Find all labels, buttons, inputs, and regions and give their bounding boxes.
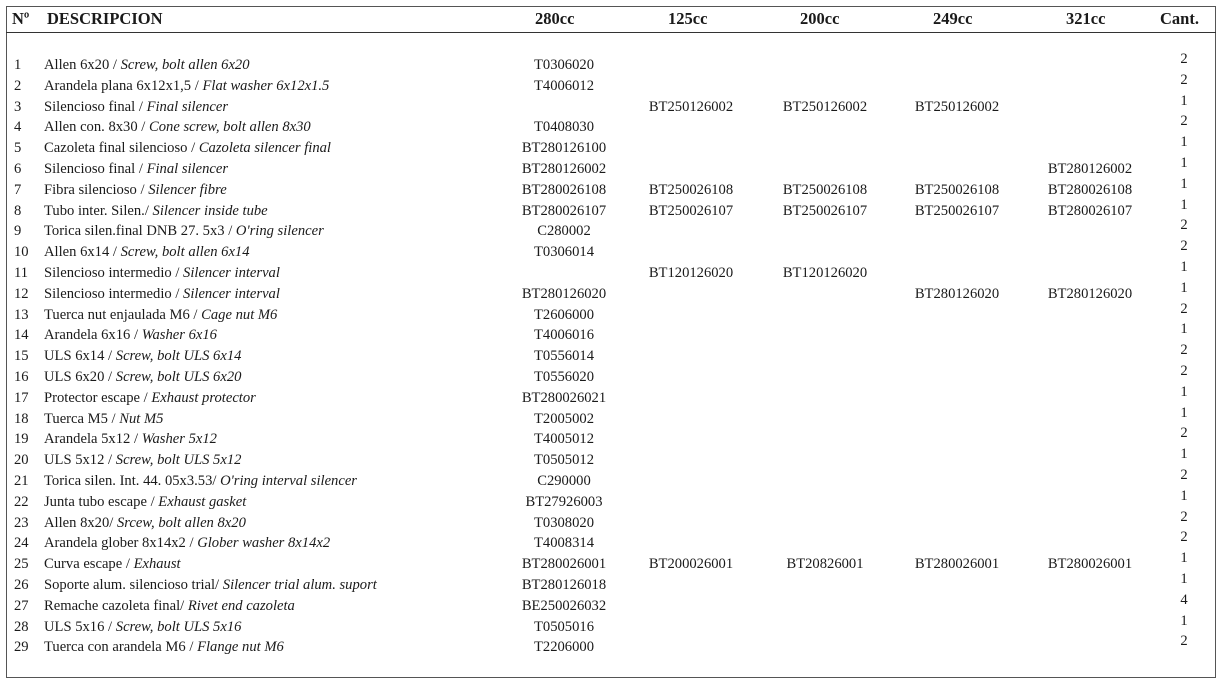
header-125cc: 125cc (668, 9, 708, 28)
row-number: 25 (14, 556, 29, 573)
description-english: Rivet end cazoleta (187, 597, 295, 614)
header-321cc: 321cc (1066, 9, 1106, 28)
part-code-280cc: T0408030 (534, 119, 594, 136)
part-code-280cc: T0306014 (534, 244, 594, 261)
description-english: Exhaust gasket (158, 493, 247, 510)
description-spanish: Tubo inter. Silen./ (44, 202, 149, 219)
description-english: Cazoleta silencer final (198, 140, 331, 157)
part-code-280cc: T0505012 (534, 452, 594, 469)
row-quantity: 2 (1180, 300, 1188, 317)
row-quantity: 2 (1180, 363, 1188, 379)
part-code-200cc: BT250026107 (782, 202, 868, 219)
row-description (44, 473, 357, 490)
header-249cc: 249cc (933, 9, 973, 28)
row-quantity: 1 (1180, 259, 1188, 275)
row-number: 17 (14, 389, 29, 406)
table-row (0, 508, 1220, 536)
row-description (44, 619, 241, 636)
part-code-280cc: BT280026108 (521, 181, 607, 198)
part-code-280cc: BE250026032 (521, 597, 607, 614)
description-spanish: Tuerca con arandela M6 / (44, 639, 194, 656)
part-code-125cc: BT250026107 (648, 202, 734, 219)
table-row (0, 550, 1220, 577)
row-description (44, 639, 284, 656)
description-english: Final silencer (146, 98, 229, 115)
description-spanish: Cazoleta final silencioso / (44, 140, 196, 157)
description-spanish: Arandela 6x16 / (44, 327, 139, 344)
part-code-280cc: T0556014 (534, 348, 594, 365)
description-english: Screw, bolt allen 6x14 (120, 244, 250, 261)
header-280cc: 280cc (535, 9, 575, 28)
description-spanish: Tuerca M5 / (44, 410, 116, 427)
row-quantity: 1 (1180, 383, 1188, 400)
part-code-125cc: BT200026001 (648, 556, 734, 573)
row-description (44, 431, 217, 448)
table-row (0, 425, 1220, 452)
row-description (44, 57, 250, 74)
description-english: Flange nut M6 (197, 639, 284, 656)
table-row (0, 134, 1220, 161)
row-description (44, 598, 295, 615)
table-row (0, 571, 1220, 598)
row-number: 22 (14, 493, 29, 510)
description-english: Nut M5 (119, 410, 164, 427)
table-row (0, 383, 1220, 411)
row-quantity: 1 (1180, 550, 1188, 567)
row-description (44, 119, 311, 136)
table-row (0, 529, 1220, 556)
description-spanish: Allen con. 8x30 / (44, 119, 146, 136)
part-code-280cc: BT280126100 (521, 140, 607, 157)
description-english: Screw, bolt allen 6x20 (120, 57, 250, 73)
table-row (0, 446, 1220, 473)
table-row (0, 467, 1220, 494)
part-code-200cc: BT250026108 (782, 181, 868, 198)
part-code-125cc: BT250026108 (648, 181, 734, 198)
row-quantity: 2 (1180, 51, 1188, 67)
part-code-125cc: BT250126002 (648, 98, 734, 115)
row-description (44, 140, 331, 157)
description-english: Silencer fibre (148, 181, 227, 198)
part-code-321cc: BT280126002 (1047, 161, 1133, 177)
table-row (0, 591, 1220, 619)
part-code-280cc: BT280026021 (521, 389, 607, 406)
row-description (44, 99, 228, 116)
part-code-280cc: T0556020 (534, 369, 594, 385)
description-spanish: Soporte alum. silencioso trial/ (44, 577, 220, 593)
description-english: Srcew, bolt allen 8x20 (116, 514, 246, 531)
row-number: 23 (14, 514, 29, 531)
row-description (44, 182, 227, 199)
row-quantity: 2 (1180, 425, 1188, 442)
row-quantity: 1 (1180, 279, 1188, 296)
part-code-125cc: BT120126020 (648, 265, 734, 281)
description-spanish: Tuerca nut enjaulada M6 / (44, 306, 198, 323)
description-spanish: ULS 6x14 / (44, 348, 113, 365)
description-spanish: ULS 6x20 / (44, 369, 113, 385)
description-english: Silencer interval (183, 285, 280, 302)
part-code-280cc: T2606000 (534, 306, 594, 323)
row-description (44, 286, 280, 303)
row-description (44, 535, 330, 552)
table-row (0, 487, 1220, 515)
description-spanish: Allen 6x14 / (44, 244, 117, 261)
part-code-280cc: T4008314 (534, 535, 594, 552)
description-spanish: Remache cazoleta final/ (44, 597, 185, 614)
row-description (44, 78, 329, 95)
description-english: Screw, bolt ULS 6x14 (115, 348, 242, 365)
row-number: 12 (14, 285, 29, 302)
row-number: 7 (14, 181, 22, 198)
table-row (0, 633, 1220, 660)
table-row (0, 404, 1220, 432)
row-number: 16 (14, 369, 29, 385)
header-quantity: Cant. (1160, 9, 1199, 28)
row-description (44, 203, 268, 220)
header-200cc: 200cc (800, 9, 840, 28)
table-row (0, 217, 1220, 244)
row-quantity: 1 (1180, 404, 1188, 421)
description-spanish: Allen 6x20 / (44, 57, 117, 73)
part-code-280cc: C290000 (537, 473, 591, 489)
row-quantity: 2 (1180, 238, 1188, 255)
row-description (44, 223, 324, 240)
row-description (44, 390, 256, 407)
part-code-200cc: BT120126020 (782, 265, 868, 281)
part-code-249cc: BT280126020 (914, 285, 1000, 302)
part-code-280cc: BT280126018 (521, 577, 607, 593)
row-number: 26 (14, 577, 29, 593)
row-description (44, 348, 241, 365)
table-row (0, 342, 1220, 369)
row-description (44, 265, 280, 282)
description-english: Cone screw, bolt allen 8x30 (149, 119, 311, 136)
row-quantity: 1 (1180, 155, 1188, 171)
row-number: 27 (14, 597, 29, 614)
part-code-280cc: BT27926003 (525, 493, 603, 510)
part-code-321cc: BT280026001 (1047, 556, 1133, 573)
row-description (44, 161, 228, 178)
row-quantity: 2 (1180, 217, 1188, 234)
row-quantity: 1 (1180, 571, 1188, 587)
description-spanish: Silencioso final / (44, 98, 143, 115)
part-code-249cc: BT250026108 (914, 181, 1000, 198)
row-number: 9 (14, 223, 22, 240)
part-code-280cc: T0505016 (534, 618, 594, 635)
header-number: Nº (12, 9, 30, 28)
table-row (0, 92, 1220, 120)
row-number: 2 (14, 77, 22, 94)
description-english: Exhaust (133, 556, 181, 573)
row-quantity: 2 (1180, 529, 1188, 546)
table-row (0, 71, 1220, 99)
description-english: Silencer interval (183, 265, 280, 281)
row-quantity: 1 (1180, 175, 1188, 192)
row-quantity: 1 (1180, 321, 1188, 338)
table-row (0, 238, 1220, 265)
table-row (0, 279, 1220, 307)
part-code-321cc: BT280026108 (1047, 181, 1133, 198)
part-code-280cc: T4006012 (534, 77, 594, 94)
description-english: Screw, bolt ULS 5x16 (115, 618, 242, 635)
description-spanish: Silencioso intermedio / (44, 265, 180, 281)
row-quantity: 1 (1180, 196, 1188, 213)
table-row (0, 113, 1220, 140)
description-spanish: Silencioso final / (44, 161, 143, 177)
row-number: 19 (14, 431, 29, 448)
table-row (0, 51, 1220, 78)
row-number: 1 (14, 57, 22, 73)
part-code-280cc: T2005002 (534, 410, 594, 427)
description-spanish: ULS 5x16 / (44, 618, 113, 635)
description-english: Silencer inside tube (152, 202, 268, 219)
description-spanish: Torica silen. Int. 44. 05x3.53/ (44, 473, 217, 489)
part-code-280cc: T0306020 (534, 57, 594, 73)
part-code-200cc: BT250126002 (782, 98, 868, 115)
row-quantity: 2 (1180, 633, 1188, 650)
row-number: 5 (14, 140, 22, 157)
row-quantity: 1 (1180, 446, 1188, 463)
description-spanish: Arandela glober 8x14x2 / (44, 535, 194, 552)
part-code-249cc: BT280026001 (914, 556, 1000, 573)
description-english: Exhaust protector (151, 389, 256, 406)
row-number: 18 (14, 410, 29, 427)
part-code-249cc: BT250026107 (914, 202, 1000, 219)
table-row (0, 612, 1220, 640)
description-english: O'ring silencer (235, 223, 324, 240)
description-spanish: Silencioso intermedio / (44, 285, 180, 302)
part-code-280cc: T0308020 (534, 514, 594, 531)
row-description (44, 556, 181, 573)
row-number: 24 (14, 535, 29, 552)
row-quantity: 2 (1180, 467, 1188, 483)
row-quantity: 2 (1180, 71, 1188, 88)
row-quantity: 2 (1180, 508, 1188, 525)
description-spanish: Junta tubo escape / (44, 493, 155, 510)
part-code-321cc: BT280026107 (1047, 202, 1133, 219)
row-number: 20 (14, 452, 29, 469)
header-description: DESCRIPCION (47, 9, 163, 28)
part-code-280cc: BT280126020 (521, 285, 607, 302)
row-description (44, 244, 250, 261)
row-quantity: 4 (1180, 591, 1188, 608)
description-english: Screw, bolt ULS 5x12 (115, 452, 242, 469)
table-row (0, 155, 1220, 182)
row-quantity: 1 (1180, 134, 1188, 151)
description-english: O'ring interval silencer (220, 473, 357, 489)
row-number: 8 (14, 202, 22, 219)
part-code-249cc: BT250126002 (914, 98, 1000, 115)
row-quantity: 2 (1180, 113, 1188, 130)
row-quantity: 1 (1180, 487, 1188, 504)
table-row (0, 259, 1220, 286)
part-code-280cc: BT280126002 (521, 161, 607, 177)
row-number: 21 (14, 473, 29, 489)
row-number: 4 (14, 119, 22, 136)
table-row (0, 196, 1220, 224)
part-code-280cc: C280002 (537, 223, 591, 240)
row-quantity: 1 (1180, 92, 1188, 109)
part-code-280cc: T4005012 (534, 431, 594, 448)
table-row (0, 175, 1220, 203)
row-description (44, 577, 377, 594)
description-english: Washer 6x16 (141, 327, 217, 344)
description-english: Cage nut M6 (201, 306, 278, 323)
description-spanish: Curva escape / (44, 556, 130, 573)
header-divider (6, 32, 1216, 33)
description-spanish: Arandela 5x12 / (44, 431, 139, 448)
row-description (44, 327, 217, 344)
row-number: 3 (14, 98, 22, 115)
row-description (44, 411, 163, 428)
description-spanish: Torica silen.final DNB 27. 5x3 / (44, 223, 233, 240)
part-code-321cc: BT280126020 (1047, 285, 1133, 302)
description-spanish: Fibra silencioso / (44, 181, 145, 198)
row-description (44, 452, 241, 469)
part-code-200cc: BT20826001 (786, 556, 864, 573)
row-number: 11 (14, 265, 29, 281)
part-code-280cc: T4006016 (534, 327, 594, 344)
row-description (44, 307, 277, 324)
row-number: 6 (14, 161, 22, 177)
description-spanish: Arandela plana 6x12x1,5 / (44, 77, 199, 94)
row-number: 15 (14, 348, 29, 365)
row-number: 13 (14, 306, 29, 323)
row-quantity: 2 (1180, 342, 1188, 359)
part-code-280cc: BT280026107 (521, 202, 607, 219)
description-spanish: Allen 8x20/ (44, 514, 114, 531)
description-spanish: Protector escape / (44, 389, 148, 406)
description-english: Screw, bolt ULS 6x20 (115, 369, 242, 385)
row-description (44, 515, 246, 532)
row-quantity: 1 (1180, 612, 1188, 629)
row-description (44, 494, 246, 511)
row-number: 14 (14, 327, 29, 344)
table-row (0, 363, 1220, 390)
table-row (0, 300, 1220, 328)
row-description (44, 369, 241, 386)
description-english: Washer 5x12 (141, 431, 217, 448)
part-code-280cc: T2206000 (534, 639, 594, 656)
description-english: Final silencer (146, 161, 229, 177)
row-number: 28 (14, 618, 29, 635)
description-spanish: ULS 5x12 / (44, 452, 113, 469)
table-row (0, 321, 1220, 348)
part-code-280cc: BT280026001 (521, 556, 607, 573)
description-english: Silencer trial alum. suport (222, 577, 377, 593)
description-english: Glober washer 8x14x2 (197, 535, 331, 552)
description-english: Flat washer 6x12x1.5 (202, 77, 330, 94)
row-number: 29 (14, 639, 29, 656)
row-number: 10 (14, 244, 29, 261)
